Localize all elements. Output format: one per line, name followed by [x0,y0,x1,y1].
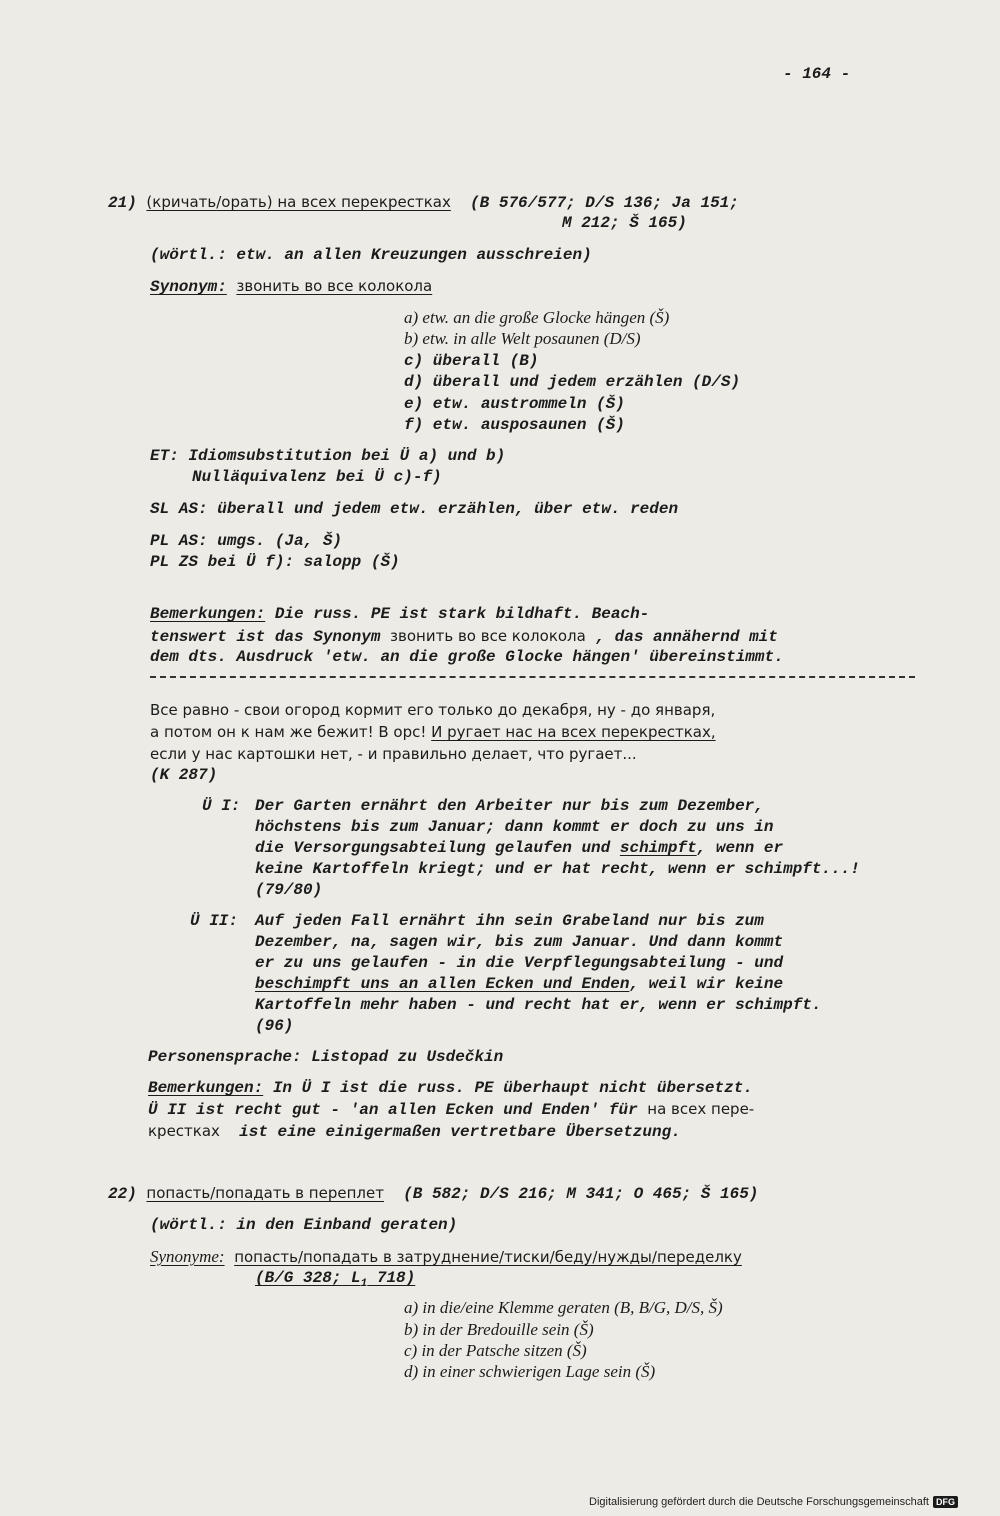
translation-item: d) überall und jedem erzählen (D/S) [404,373,741,391]
entry-refs: (B 576/577; D/S 136; Ja 151; [470,194,739,212]
translation-item: a) in die/eine Klemme geraten (B, B/G, D/S, Š) [404,1298,723,1317]
remarks-label: Bemerkungen: [150,605,266,623]
synonym-text: звонить во все колокола [236,277,433,295]
dfg-logo: DFG [933,1496,958,1508]
translation-1-line: höchstens bis zum Januar; dann kommt er doch zu uns in [255,818,774,836]
translation-1-label: Ü I: [202,797,241,815]
translation-2-line: Dezember, na, sagen wir, bis zum Januar. Und dann kommt [255,933,784,951]
literal-translation: (wörtl.: etw. an allen Kreuzungen ausschreien) [150,246,592,264]
translation-2-line: Kartoffeln mehr haben - und recht hat er, wenn er schimpft. [255,996,822,1014]
quote-text: а потом он к нам же бежит! В орс! [150,723,432,741]
entry-refs: (B 582; D/S 216; M 341; O 465; Š 165) [403,1185,759,1203]
translation-underlined: schimpft [619,839,697,857]
remarks-line-1 [150,604,649,624]
quote-underlined: И ругает нас на всех перекрестках, [431,723,716,741]
remarks-russian: на всех пере- [647,1100,755,1118]
remarks-text: In Ü I ist die russ. PE überhaupt nicht übersetzt. [263,1079,753,1097]
et-line-2: Nulläquivalenz bei Ü c)-f) [192,468,442,486]
sl-as-line: SL AS: überall und jedem etw. erzählen, über etw. reden [150,500,679,518]
footer-text: Digitalisierung gefördert durch die Deutsche Forschungsgemeinschaft [589,1496,929,1508]
remarks-russian: крестках [148,1122,220,1140]
synonym-line [150,276,432,297]
translation-2-label: Ü II: [190,912,239,930]
remarks-text: Die russ. PE ist stark bildhaft. Beach- [265,605,650,623]
et-line-1: ET: Idiomsubstitution bei Ü a) und b) [150,447,506,465]
entry-refs-cont: M 212; Š 165) [562,214,687,232]
synonym-line [150,1247,742,1268]
translation-item: d) in einer schwierigen Lage sein (Š) [404,1362,656,1381]
translation-1-line [255,838,783,858]
translation-1-line: (79/80) [255,881,323,899]
synonym-label: Synonyme: [150,1247,225,1266]
remarks-text: tenswert ist das Synonym [150,628,391,646]
translation-1-line: Der Garten ernährt den Arbeiter nur bis zum Dezember, [255,797,764,815]
page-number: - 164 - [783,65,851,83]
remarks-line-2 [150,626,778,647]
translation-item: a) etw. an die große Glocke hängen (Š) [404,308,670,327]
remarks-line-3: dem dts. Ausdruck 'etw. an die große Glocke hängen' übereinstimmt. [150,648,784,666]
remarks-2-line-3 [148,1121,681,1142]
quote-line [150,722,716,742]
remarks-2-line-2 [148,1099,754,1120]
translation-text: die Versorgungsabteilung gelaufen und [255,839,620,857]
translation-2-line: Auf jeden Fall ernährt ihn sein Grabeland nur bis zum [255,912,764,930]
entry-number: 22) [108,1185,137,1203]
remarks-russian: звонить во все колокола [390,627,586,645]
translation-2-line [255,974,783,994]
quote-line: если у нас картошки нет, - и правильно делает, что ругает... [150,745,637,763]
synonym-refs-text: 718) [367,1269,416,1287]
synonym-refs [255,1268,415,1294]
translation-item: f) etw. ausposaunen (Š) [404,416,625,434]
translation-item: c) in der Patsche sitzen (Š) [404,1341,587,1360]
translation-item: b) etw. in alle Welt posaunen (D/S) [404,329,641,348]
pl-zs-line: PL ZS bei Ü f): salopp (Š) [150,553,400,571]
translation-underlined: beschimpft uns an allen Ecken und Enden [255,975,630,993]
quote-source: (K 287) [150,766,218,784]
entry-21-heading [108,192,739,213]
literal-translation: (wörtl.: in den Einband geraten) [150,1216,458,1234]
remarks-text: ist eine einigermaßen vertretbare Übersetzung. [219,1123,681,1141]
synonym-text: попасть/попадать в затруднение/тиски/беду/нужды/переделку [234,1248,742,1266]
section-divider [150,676,915,678]
pl-as-line: PL AS: umgs. (Ja, Š) [150,532,343,550]
translation-text: , weil wir keine [629,975,784,993]
synonym-refs-text: (B/G 328; L [255,1269,361,1287]
entry-phrase: (кричать/орать) на всех перекрестках [146,193,451,211]
translation-item: b) in der Bredouille sein (Š) [404,1320,594,1339]
entry-number: 21) [108,194,137,212]
footer [589,1496,958,1508]
translation-2-line: er zu uns gelaufen - in die Verpflegungsabteilung - und [255,954,784,972]
remarks-text: Ü II ist recht gut - 'an allen Ecken und Enden' für [148,1101,648,1119]
entry-phrase: попасть/попадать в переплет [146,1184,384,1202]
remarks-label: Bemerkungen: [148,1079,264,1097]
entry-22-heading [108,1183,758,1204]
person-speech: Personensprache: Listopad zu Usdečkin [148,1048,504,1066]
synonym-refs-sub: 1 [360,1278,368,1291]
translation-text: , wenn er [696,839,784,857]
translation-1-line: keine Kartoffeln kriegt; und er hat recht, wenn er schimpft...! [255,860,860,878]
remarks-2-line-1 [148,1078,753,1098]
translation-2-line: (96) [255,1017,294,1035]
synonym-label: Synonym: [150,278,227,296]
quote-line: Все равно - свои огород кормит его только до декабря, ну - до января, [150,701,716,719]
remarks-text: , das annähernd mit [585,628,778,646]
translation-item: c) überall (B) [404,352,539,370]
translation-item: e) etw. austrommeln (Š) [404,395,625,413]
